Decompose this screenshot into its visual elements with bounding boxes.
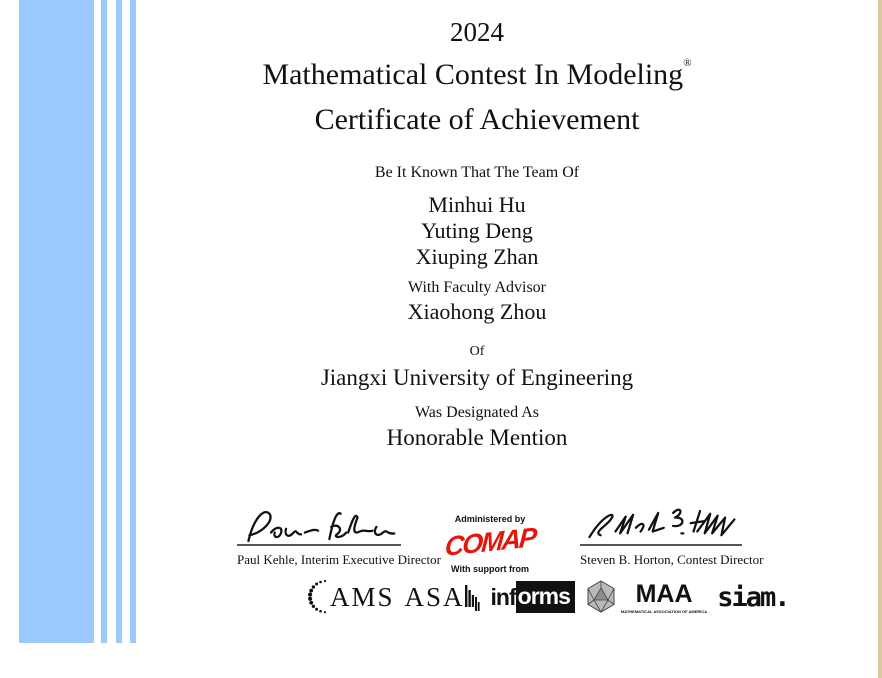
- page-edge-line: [878, 0, 882, 678]
- team-member-name: Minhui Hu: [428, 192, 526, 217]
- maa-logo: [585, 580, 707, 614]
- executive-director-title: Paul Kehle, Interim Executive Director: [237, 552, 441, 567]
- advisor-intro-label: With Faculty Advisor: [407, 279, 546, 296]
- team-member-name: Yuting Deng: [421, 218, 533, 243]
- informs-suffix: orms: [516, 581, 575, 613]
- ams-dots-arc-icon: [308, 579, 330, 615]
- sponsor-logo-row: [308, 579, 788, 615]
- ams-label: AMS: [330, 581, 395, 612]
- asa-logo: [405, 582, 481, 613]
- of-label: Of: [469, 344, 485, 359]
- contest-title: [72, 57, 882, 92]
- certificate-subtitle: Certificate of Achievement: [314, 103, 640, 136]
- registered-trademark-mark: ®: [683, 57, 692, 69]
- signature-block-contest-director: [580, 503, 764, 568]
- siam-logo: siam.: [717, 581, 789, 613]
- signature-block-executive-director: [237, 503, 441, 568]
- maa-text-block: [621, 580, 707, 614]
- team-member-name: Xiuping Zhan: [415, 244, 539, 269]
- contest-year: 2024: [450, 17, 504, 47]
- informs-logo: [491, 581, 575, 613]
- designation-intro-label: Was Designated As: [414, 404, 540, 421]
- team-intro-label: Be It Known That The Team Of: [374, 164, 580, 181]
- institution-name: Jiangxi University of Engineering: [320, 365, 634, 390]
- maa-label: MAA: [635, 580, 693, 608]
- advisor-name: Xiaohong Zhou: [407, 299, 547, 324]
- paul-kehle-signature-icon: [239, 503, 399, 547]
- administered-by-block: [425, 514, 555, 574]
- contest-director-title: Steven B. Horton, Contest Director: [580, 552, 764, 567]
- signature-line: [237, 544, 401, 546]
- signature-line: [580, 544, 742, 546]
- administered-by-label: Administered by: [454, 514, 526, 524]
- asa-bars-icon: [465, 585, 481, 613]
- maa-caption: MATHEMATICAL ASSOCIATION OF AMERICA: [620, 609, 708, 614]
- maa-polyhedron-icon: [585, 580, 617, 614]
- contest-title-text: Mathematical Contest In Modeling: [262, 58, 684, 91]
- asa-label: ASA: [404, 581, 465, 612]
- support-from-label: With support from: [451, 564, 529, 574]
- ams-logo: [308, 579, 395, 615]
- informs-prefix: inf: [490, 583, 516, 610]
- steven-horton-signature-icon: [582, 503, 740, 547]
- designation-award: Honorable Mention: [386, 425, 568, 450]
- team-member-list: [72, 192, 882, 270]
- comap-logo: COMAP: [443, 522, 537, 562]
